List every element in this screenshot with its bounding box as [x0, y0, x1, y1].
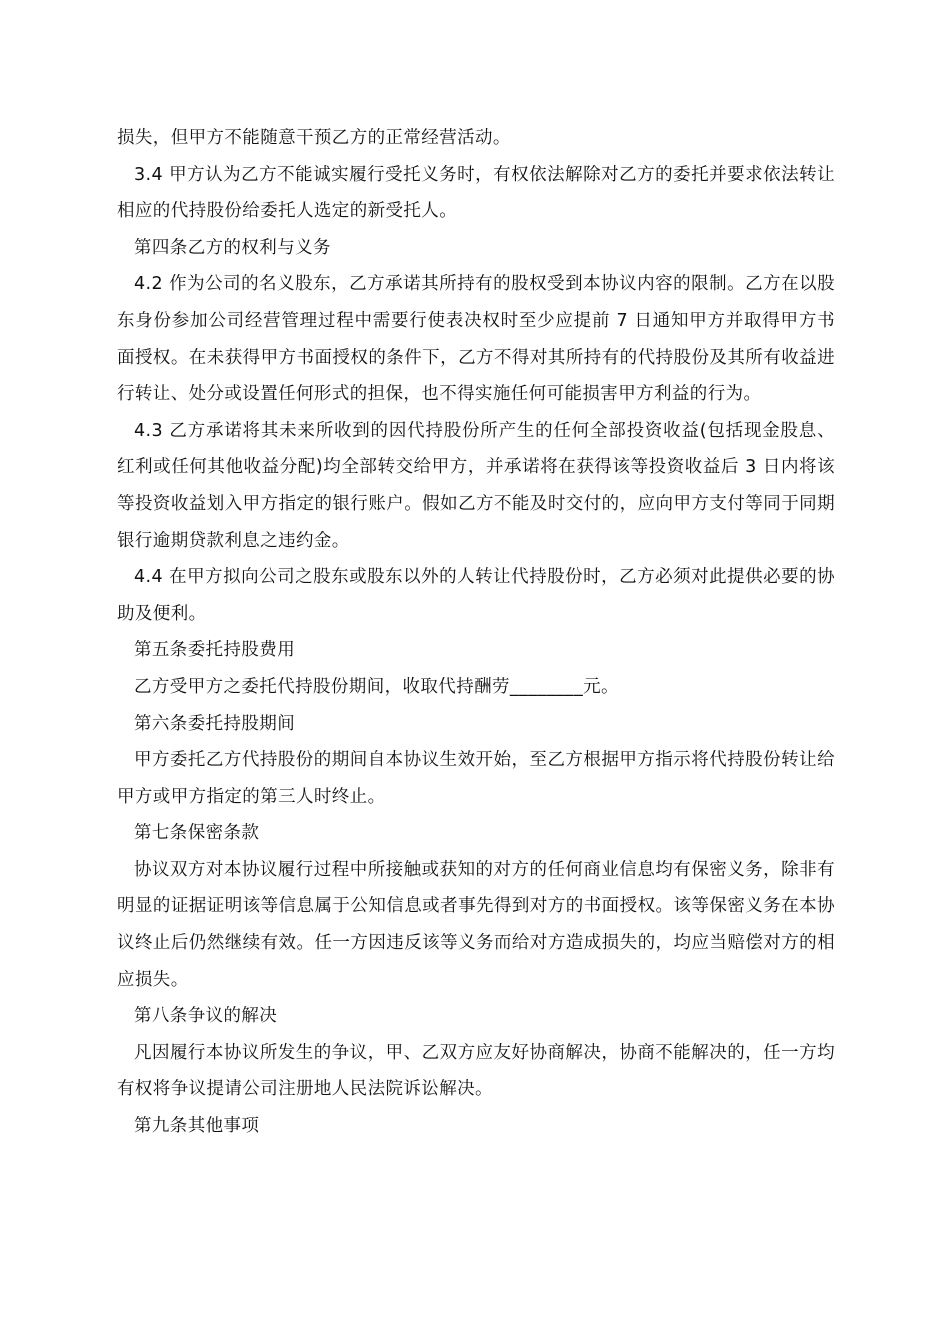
heading-article-6: 第六条委托持股期间	[134, 713, 296, 734]
heading-article-9: 第九条其他事项	[134, 1116, 260, 1137]
heading-article-4: 第四条乙方的权利与义务	[134, 237, 331, 258]
paragraph-dispute: 凡因履行本协议所发生的争议，甲、乙双方应友好协商解决，协商不能解决的，任一方均有权将争议提请公司注册地人民法院诉讼解决。	[117, 1042, 835, 1100]
heading-article-7: 第七条保密条款	[134, 823, 260, 844]
paragraph-4-2: 4.2 作为公司的名义股东，乙方承诺其所持有的股权受到本协议内容的限制。乙方在以股东身份参加公司经营管理过程中需要行使表决权时至少应提前 7 日通知甲方并取得甲方书面授权。在未获得甲方书面授权的条件下，乙方不得对其所持有的代持股份及其所有收益进行转让、处分或设置任何形式的担保，也不得实施任何可能损害甲方利益的行为。	[117, 274, 835, 405]
heading-article-8: 第八条争议的解决	[134, 1006, 278, 1027]
paragraph-4-4: 4.4 在甲方拟向公司之股东或股东以外的人转让代持股份时，乙方必须对此提供必要的协助及便利。	[117, 567, 835, 624]
paragraph-loss-continuation: 损失，但甲方不能随意干预乙方的正常经营活动。	[117, 128, 511, 148]
heading-article-5: 第五条委托持股费用	[134, 640, 296, 661]
paragraph-3-4: 3.4 甲方认为乙方不能诚实履行受托义务时，有权依法解除对乙方的委托并要求依法转让相应的代持股份给委托人选定的新受托人。	[117, 164, 835, 222]
paragraph-fee: 乙方受甲方之委托代持股份期间，收取代持酬劳________元。	[134, 676, 619, 697]
document-page	[117, 120, 835, 1145]
paragraph-period: 甲方委托乙方代持股份的期间自本协议生效开始，至乙方根据甲方指示将代持股份转让给甲方或甲方指定的第三人时终止。	[117, 750, 835, 807]
paragraph-confidentiality: 协议双方对本协议履行过程中所接触或获知的对方的任何商业信息均有保密义务，除非有明显的证据证明该等信息属于公知信息或者事先得到对方的书面授权。该等保密义务在本协议终止后仍然继续有效。任一方因违反该等义务而给对方造成损失的，均应当赔偿对方的相应损失。	[117, 859, 835, 990]
paragraph-4-3: 4.3 乙方承诺将其未来所收到的因代持股份所产生的任何全部投资收益(包括现金股息、红利或任何其他收益分配)均全部转交给甲方，并承诺将在获得该等投资收益后 3 日内将该等投资收益划入甲方指定的银行账户。假如乙方不能及时交付的，应向甲方支付等同于同期银行逾期贷款利息之违约金。	[117, 420, 835, 551]
